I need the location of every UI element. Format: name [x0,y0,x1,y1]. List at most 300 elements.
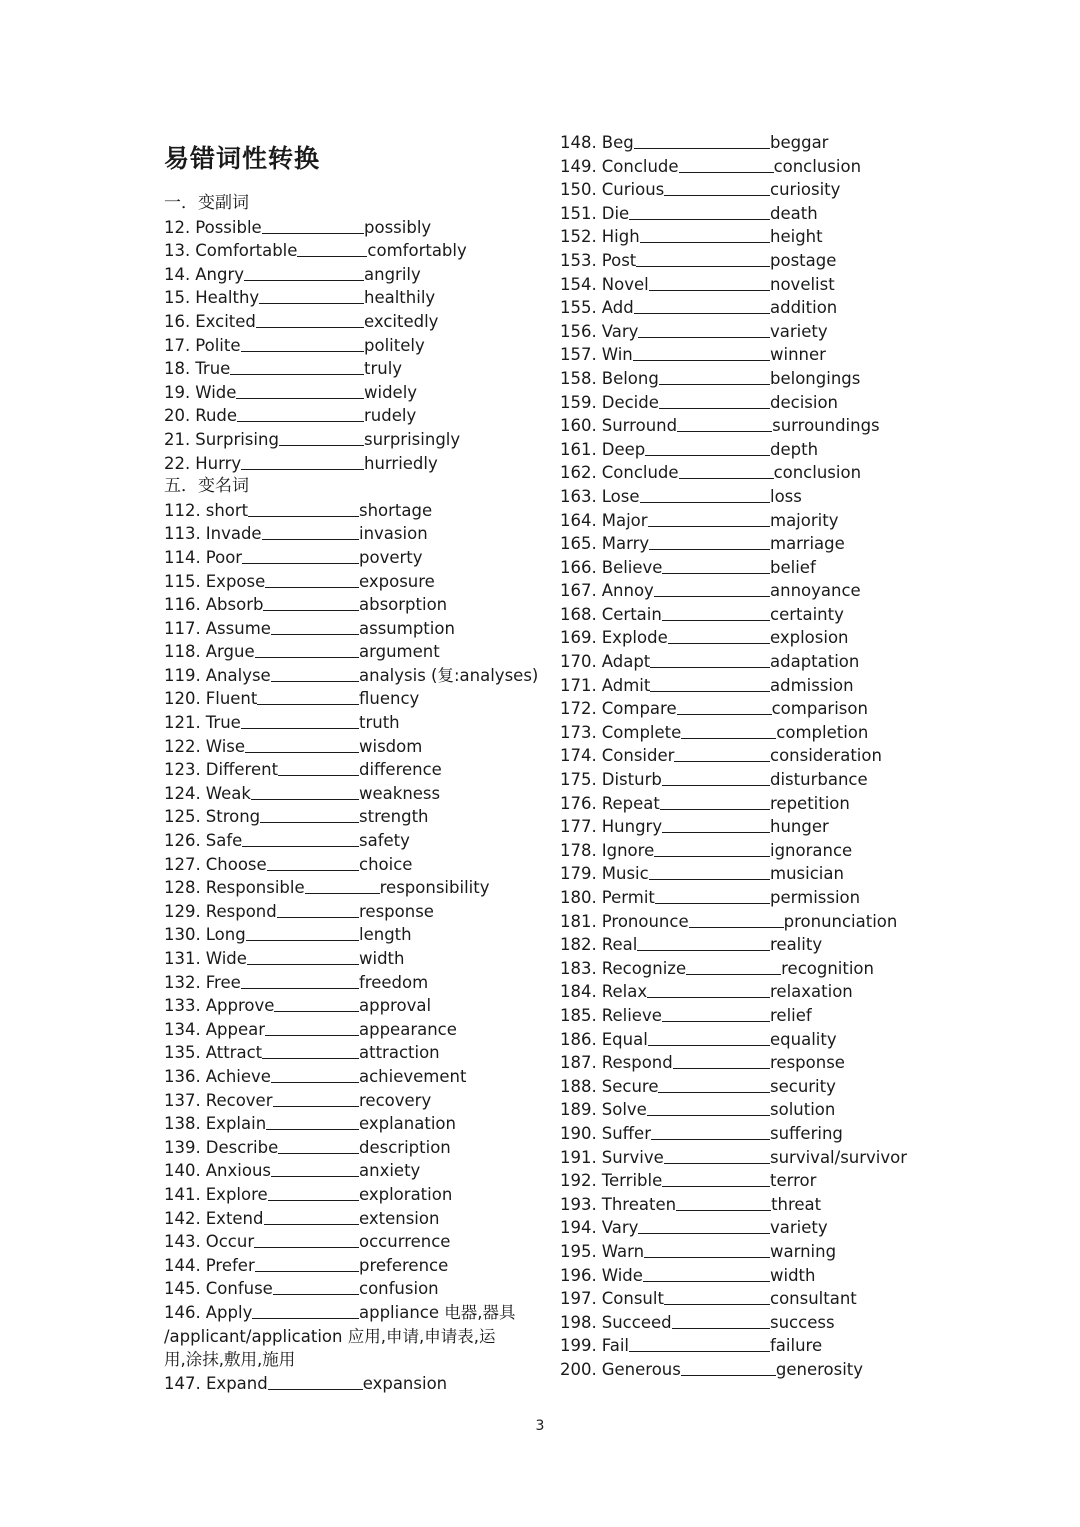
item-answer: pronunciation [783,911,898,931]
item-answer: width [770,1265,816,1285]
item-number: 191. [560,1147,597,1167]
list-item [560,509,940,533]
item-word: Choose [205,854,267,874]
item-word: Strong [205,807,261,827]
list-item [164,617,534,641]
item-answer: ignorance [770,840,853,860]
item-number: 141. [164,1184,201,1204]
item-number: 21. [164,429,191,449]
item-number: 17. [164,335,191,355]
list-item [560,1216,940,1240]
list-item [560,721,940,745]
item-number: 14. [164,264,191,284]
item-number: 138. [164,1114,201,1134]
item-answer: exposure [359,571,435,591]
item-answer: argument [359,642,440,662]
item-number: 170. [560,652,597,672]
list-item [560,485,940,509]
answer-blank [681,1358,776,1376]
item-number: 199. [560,1336,597,1356]
item-word: Polite [195,335,241,355]
item-answer: confusion [359,1279,439,1299]
item-word: Consider [601,746,675,766]
answer-blank [242,546,359,564]
item-word: Analyse [205,665,271,685]
answer-blank [629,1334,770,1352]
item-word: Rude [195,406,238,426]
answer-blank [273,1277,359,1295]
item-word: True [195,359,231,379]
item-answer: generosity [775,1359,864,1379]
item-word: Fluent [205,689,258,709]
answer-blank [662,603,770,621]
answer-blank [686,957,781,975]
list-item [164,286,534,310]
item-word: Complete [601,722,682,742]
item-number: 150. [560,180,597,200]
item-answer: weakness [359,783,441,803]
item-answer: winner [770,345,826,365]
item-number: 12. [164,217,191,237]
list-item [164,947,534,971]
answer-blank [649,273,770,291]
item-answer: approval [359,996,432,1016]
answer-blank [662,1004,770,1022]
answer-blank [278,758,359,776]
answer-blank [264,1207,360,1225]
item-answer: safety [359,831,410,851]
item-word: Expand [206,1373,268,1393]
item-number: 136. [164,1066,201,1086]
list-item [164,1159,534,1183]
item-number: 131. [164,949,201,968]
item-word: Conclude [601,463,679,483]
item-answer: belief [770,557,816,577]
item-answer: equality [770,1029,837,1049]
list-item [164,876,534,900]
apply-continued-line-2: 用,涂抹,敷用,施用 [164,1350,296,1370]
answer-blank [265,570,359,588]
answer-blank [262,522,359,540]
list-item [164,404,534,428]
item-word: Achieve [205,1066,271,1086]
item-number: 130. [164,925,201,945]
item-word: Survive [601,1147,664,1167]
item-word: Fail [601,1336,630,1356]
item-answer: strength [359,807,429,827]
answer-blank [262,1041,359,1059]
list-item [560,650,940,674]
answer-blank [672,1311,770,1329]
item-answer: hunger [770,817,829,837]
answer-blank [676,1193,771,1211]
list-item [560,296,940,320]
item-number: 194. [560,1218,597,1238]
item-word: Approve [205,996,275,1016]
answer-blank [271,1065,359,1083]
list-item [164,758,534,782]
item-number: 193. [560,1194,597,1214]
item-number: 172. [560,699,597,719]
item-answer: width [359,949,405,968]
item-word: Recognize [601,958,687,978]
item-number: 22. [164,453,191,473]
list-item [560,697,940,721]
item-number: 197. [560,1289,597,1309]
list-item [560,1358,940,1382]
item-word: Hungry [601,817,663,837]
item-number: 174. [560,746,597,766]
item-word: Beg [601,133,634,152]
item-answer: variety [770,321,828,341]
answer-blank [629,202,770,220]
item-answer: consultant [770,1289,857,1309]
item-number: 113. [164,524,201,544]
item-number: 175. [560,770,597,790]
item-answer: extension [359,1208,440,1228]
list-item [560,862,940,886]
item-word: Real [601,935,638,955]
item-answer: freedom [359,972,429,992]
item-word: Vary [601,1218,639,1238]
item-answer: threat [771,1194,822,1214]
item-number: 18. [164,359,191,379]
item-answer: height [770,227,823,247]
item-word: Decide [601,392,659,412]
item-number: 115. [164,571,201,591]
item-answer: recovery [359,1090,432,1110]
item-answer: achievement [359,1066,467,1086]
item-word: Ignore [601,840,655,860]
item-number: 161. [560,439,597,459]
item-word: Lose [601,486,640,506]
item-answer: angrily [364,264,421,284]
list-item [560,744,940,768]
list-item [560,1193,940,1217]
list-item [164,664,539,688]
item-word: Conclude [601,156,679,176]
item-answer: conclusion [773,463,862,483]
item-word: Explode [601,628,668,648]
list-item [164,853,534,877]
item-number: 165. [560,534,597,554]
list-item [560,1240,940,1264]
answer-blank [655,886,770,904]
item-word: Wide [601,1265,643,1285]
item-word: Wide [205,949,247,968]
answer-blank [241,334,365,352]
item-number: 134. [164,1019,201,1039]
answer-blank [634,296,770,314]
item-answer: loss [770,486,802,506]
list-item [560,1311,940,1335]
item-word: Apply [205,1302,253,1322]
answer-blank [305,876,380,894]
item-number: 159. [560,392,597,412]
item-answer: anxiety [359,1161,421,1181]
item-word: Compare [601,699,677,719]
list-item [164,499,534,523]
list-item [560,178,940,202]
item-number: 185. [560,1005,597,1025]
item-word: Win [601,345,633,365]
answer-blank [674,744,770,762]
answer-blank [679,461,774,479]
item-number: 117. [164,618,201,638]
answer-blank [654,839,770,857]
list-item [560,1122,940,1146]
item-number: 135. [164,1043,201,1063]
item-number: 184. [560,982,597,1002]
list-item [560,1146,940,1170]
item-number: 15. [164,288,191,308]
item-number: 125. [164,807,201,827]
item-number: 146. [164,1302,201,1322]
list-item [560,579,940,603]
item-answer: solution [770,1100,836,1120]
list-item [560,202,940,226]
list-item [164,900,534,924]
item-answer: widely [364,382,418,402]
item-number: 167. [560,581,597,601]
item-word: Belong [601,368,659,388]
item-answer: decision [770,392,839,412]
item-word: Pronounce [601,911,689,931]
list-item [560,910,940,934]
list-item [560,1075,940,1099]
item-word: Invade [205,524,262,544]
item-number: 149. [560,156,597,176]
item-answer: healthily [364,288,436,308]
item-word: Suffer [601,1123,651,1143]
item-word: Solve [601,1100,647,1120]
item-word: Angry [195,264,245,284]
item-word: Prefer [205,1255,255,1275]
item-number: 120. [164,689,201,709]
item-word: Long [205,925,246,945]
item-word: Confuse [205,1279,273,1299]
list-item [560,674,940,698]
answer-blank [241,452,364,470]
item-word: High [601,227,640,247]
item-word: Wise [205,736,246,756]
list-item [560,414,940,438]
item-answer: security [770,1076,836,1096]
list-item [560,1004,940,1028]
item-number: 171. [560,675,597,695]
item-number: 122. [164,736,201,756]
item-answer: difference [359,760,442,780]
answer-blank [241,971,359,989]
item-number: 158. [560,368,597,388]
list-item [560,556,940,580]
answer-blank [248,499,359,517]
item-number: 166. [560,557,597,577]
item-number: 163. [560,486,597,506]
item-answer: curiosity [770,180,841,200]
item-answer: politely [364,335,425,355]
answer-blank [673,1051,770,1069]
item-word: Vary [601,321,639,341]
list-item [560,438,940,462]
answer-blank [236,381,364,399]
item-answer: belongings [770,368,861,388]
item-number: 132. [164,972,201,992]
item-number: 173. [560,722,597,742]
list-item [164,593,534,617]
list-item [560,626,940,650]
answer-blank [664,1146,770,1164]
answer-blank [638,320,770,338]
answer-blank [664,1287,770,1305]
answer-blank [662,1169,770,1187]
item-answer: fluency [359,689,420,709]
item-answer: suffering [770,1123,843,1143]
list-item [560,461,940,485]
list-item [164,428,534,452]
item-answer: rudely [364,406,417,426]
item-word: Novel [601,274,649,294]
answer-blank [255,1254,359,1272]
answer-blank [658,1075,770,1093]
list-item [560,1264,940,1288]
list-item [164,334,534,358]
item-word: Expose [205,571,266,591]
item-answer: completion [776,722,869,742]
answer-blank [268,1183,359,1201]
answer-blank [297,239,367,257]
item-answer: relaxation [770,982,853,1002]
item-answer: consideration [770,746,882,766]
list-item [164,1230,534,1254]
item-word: Consult [601,1289,664,1309]
answer-blank [257,687,359,705]
item-answer: addition [770,298,838,318]
list-item [164,263,534,287]
item-number: 181. [560,911,597,931]
list-item [560,603,940,627]
item-number: 144. [164,1255,201,1275]
item-number: 151. [560,203,597,223]
item-word: Healthy [195,288,260,308]
list-item [164,1301,534,1325]
item-answer: exploration [359,1184,453,1204]
item-word: Marry [601,534,650,554]
right-column [560,131,940,1381]
list-item [164,923,534,947]
item-word: Poor [205,547,243,567]
item-number: 169. [560,628,597,648]
item-number: 196. [560,1265,597,1285]
item-word: Threaten [601,1194,677,1214]
answer-blank [274,994,359,1012]
item-answer: shortage [359,500,433,520]
answer-blank [271,617,359,635]
answer-blank [654,579,770,597]
item-answer: disturbance [770,770,868,790]
answer-blank [246,923,359,941]
item-word: Relax [601,982,648,1002]
item-answer: wisdom [359,736,423,756]
answer-blank [244,263,364,281]
item-word: Post [601,250,637,270]
answer-blank [271,664,359,682]
item-number: 148. [560,133,597,152]
answer-blank [262,216,364,234]
answer-blank [649,532,770,550]
list-item [164,994,534,1018]
item-word: Wide [195,382,237,402]
item-word: Disturb [601,770,662,790]
list-item [164,1065,534,1089]
item-number: 112. [164,500,201,520]
item-number: 180. [560,888,597,907]
item-word: Different [205,760,279,780]
item-word: Annoy [601,581,654,601]
item-answer: recognition [781,958,874,978]
item-word: Die [601,203,630,223]
list-item [164,971,534,995]
item-word: Excited [195,311,256,331]
answer-blank [279,428,364,446]
list-item [560,792,940,816]
item-answer: assumption [359,618,455,638]
list-item [560,155,940,179]
list-item [560,1028,940,1052]
item-word: Respond [205,901,277,921]
item-number: 164. [560,510,597,530]
item-number: 145. [164,1279,201,1299]
answer-blank [255,640,359,658]
item-answer: choice [359,854,413,874]
list-item [164,687,534,711]
apply-continued-line-1: /applicant/application 应用,申请,申请表,运 [164,1326,496,1346]
list-item [560,815,940,839]
item-answer: marriage [770,534,845,554]
item-number: 187. [560,1053,597,1073]
adverb-list [164,216,534,476]
item-answer: invasion [359,524,428,544]
item-answer: description [359,1137,451,1157]
item-answer: novelist [770,274,835,294]
item-word: Explore [205,1184,268,1204]
item-number: 118. [164,642,201,662]
item-answer: comparison [771,699,868,719]
item-answer: possibly [364,217,432,237]
list-item [560,320,940,344]
answer-blank [237,404,364,422]
item-number: 133. [164,996,201,1016]
item-number: 114. [164,547,201,567]
item-answer: adaptation [770,652,860,672]
item-word: Appear [205,1019,266,1039]
item-word: short [205,500,249,520]
list-item [164,1018,534,1042]
item-number: 142. [164,1208,201,1228]
item-answer: warning [770,1241,837,1261]
answer-blank [647,1098,770,1116]
item-answer: repetition [770,793,850,813]
list-item [164,1207,534,1231]
item-answer: truth [359,713,400,733]
item-answer: annoyance [770,581,861,601]
item-word: Repeat [601,793,660,813]
item-word: Curious [601,180,665,200]
answer-blank [681,721,776,739]
list-item [164,1136,534,1160]
answer-blank [650,674,770,692]
item-answer: variety [770,1218,828,1238]
